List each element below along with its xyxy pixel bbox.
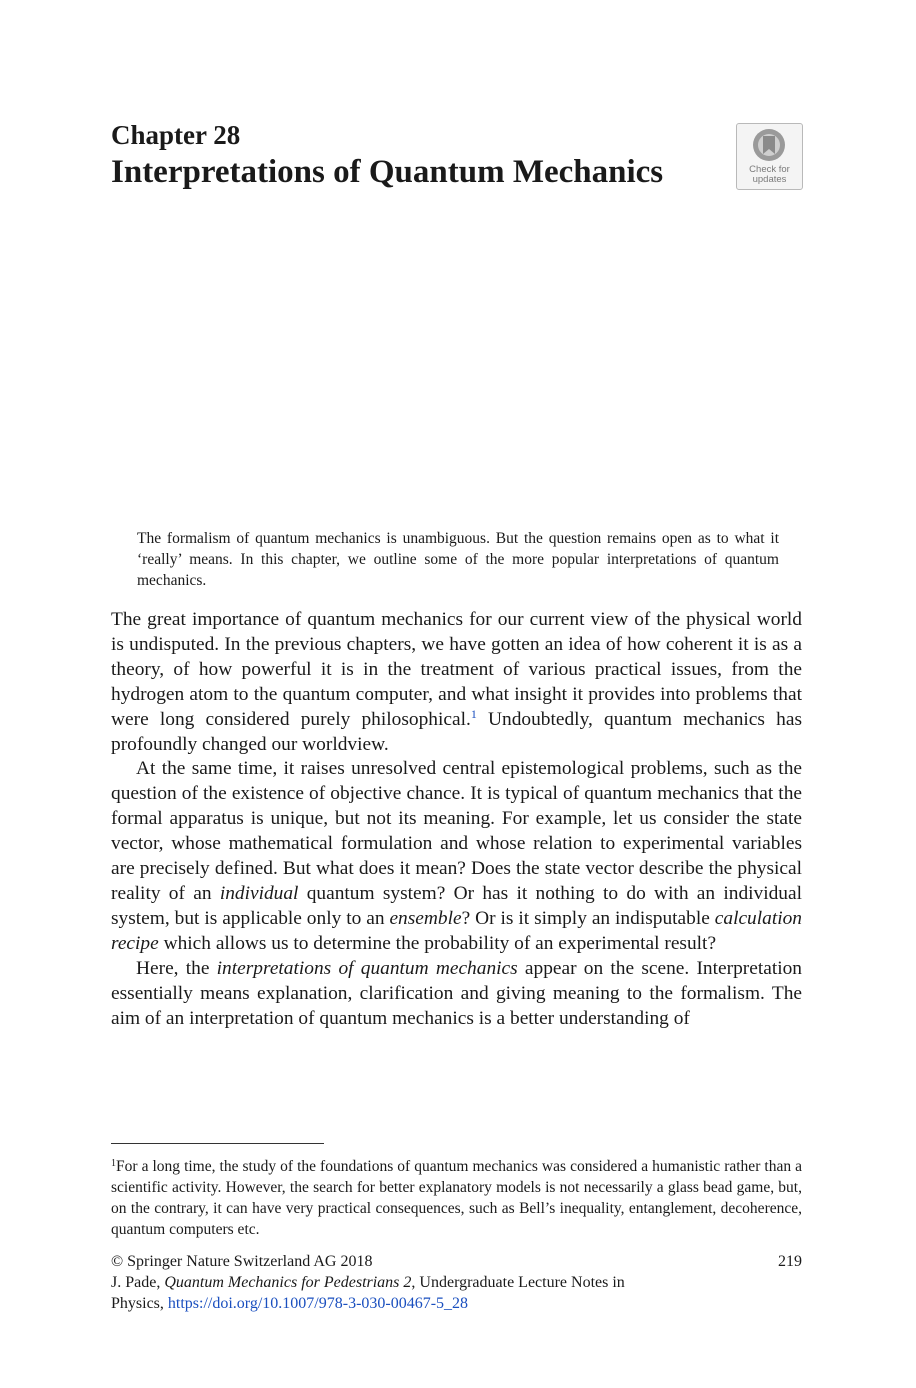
p2-emphasis-individual: individual: [219, 882, 299, 904]
citation-author: J. Pade,: [111, 1274, 165, 1291]
p2-emphasis-calculation-recipe: calculation recipe: [111, 907, 803, 954]
p3-text-a: Here, the: [136, 957, 217, 979]
badge-text: [737, 165, 802, 185]
footnote-mark: 1: [111, 1158, 116, 1169]
badge-line-1: Check for: [749, 164, 790, 175]
p1-text-b: Undoubtedly, quantum mechanics has profoundly changed our worldview.: [111, 708, 802, 755]
p2-text-a: At the same time, it raises unresolved central epistemological problems, such as the question of the existence of objective chance. It is typical of quantum mechanics that the formal apparatus is unique, but not its meaning. For example, let us consider the state vector, whose mathematical formulation and whose relation to experimental variables are precisely defined. But what does it mean? Does the state vector describe the physical reality of an: [111, 758, 802, 904]
badge-line-2: updates: [752, 174, 787, 185]
footnote-text: For a long time, the study of the foundations of quantum mechanics was considered a humanistic rather than a scientific activity. However, the search for better explanatory models is not necessarily a glass bead game, but, on the contrary, it can have very practical consequences, such as Bell’s inequality, entanglement, decoherence, quantum computers etc.: [111, 1158, 802, 1238]
doi-link[interactable]: https://doi.org/10.1007/978-3-030-00467-5_28: [167, 1295, 469, 1312]
chapter-label: Chapter 28: [111, 120, 241, 150]
check-for-updates-badge[interactable]: [736, 123, 803, 190]
footnote-reference-link[interactable]: 1: [470, 706, 477, 721]
citation-series: , Undergraduate Lecture Notes in Physics,: [111, 1274, 625, 1312]
citation-book-title: Quantum Mechanics for Pedestrians 2: [164, 1274, 412, 1291]
copyright-notice: © Springer Nature Switzerland AG 2018: [111, 1253, 373, 1270]
crossmark-icon: [751, 127, 787, 165]
page-number: 219: [778, 1253, 802, 1270]
paragraph-1: [111, 608, 802, 757]
footnote: [111, 1156, 802, 1240]
paragraph-2: [111, 757, 802, 956]
p3-emphasis-interpretations: interpretations of quantum mechanics: [216, 957, 518, 979]
p2-emphasis-ensemble: ensemble: [389, 907, 462, 929]
abstract: The formalism of quantum mechanics is unambiguous. But the question remains open as to what it ‘really’ means. In this chapter, we outline some of the more popular interpretations of quantum mechanics.: [137, 530, 779, 589]
p2-text-d: which allows us to determine the probability of an experimental result?: [158, 932, 717, 954]
p1-text-a: The great importance of quantum mechanics for our current view of the physical world is undisputed. In the previous chapters, we have gotten an idea of how coherent it is as a theory, of how powerful it is in the treatment of various practical issues, from the hydrogen atom to the quantum computer, and what insight it provides into problems that were long considered purely philosophical.: [111, 609, 802, 730]
p2-text-b: quantum system? Or has it nothing to do with an individual system, but is applicable only to an: [111, 882, 802, 929]
citation: [111, 1272, 671, 1314]
paragraph-3: [111, 957, 802, 1032]
p3-text-b: appear on the scene. Interpretation essentially means explanation, clarification and giving meaning to the formalism. The aim of an interpretation of quantum mechanics is a better understanding of: [111, 957, 802, 1029]
footnote-divider: [111, 1143, 324, 1144]
body-text: [111, 608, 802, 1031]
chapter-title: Interpretations of Quantum Mechanics: [111, 154, 664, 190]
p2-text-c: ? Or is it simply an indisputable: [461, 907, 715, 929]
